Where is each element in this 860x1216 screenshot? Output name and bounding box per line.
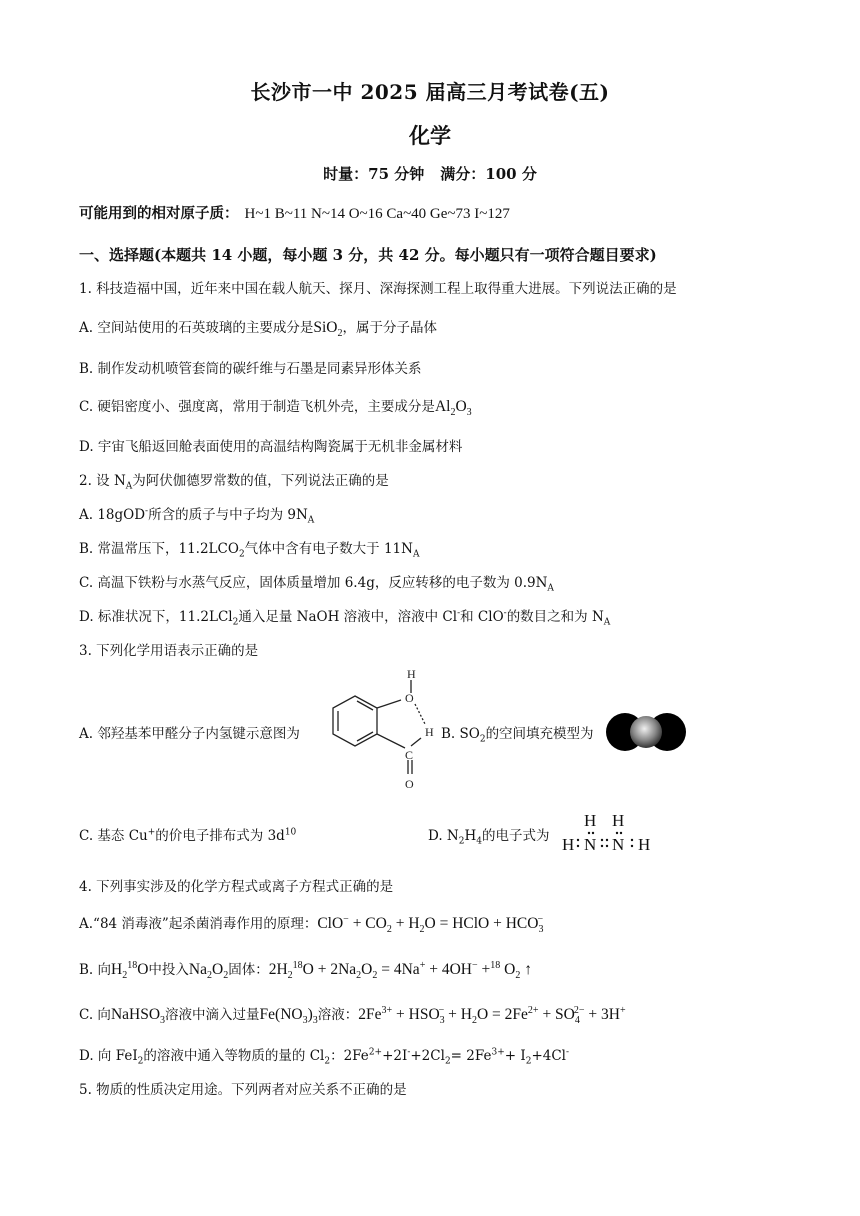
q1-option-b: B. 制作发动机喷管套筒的碳纤维与石墨是同素异形体关系 [79,361,422,377]
q1-stem: 1. 科技造福中国，近年来中国在载人航天、探月、深海探测工程上取得重大进展。下列说法正确的是 [79,281,677,297]
q2-stem: 2. 设 $N_A$为阿伏伽德罗常数的值，下列说法正确的是 [79,473,389,492]
time-score-info [0,163,860,184]
q4-option-b: B. 向$H_2^{18}O$中投入$Na_2O_2$固体：$2H_2^{18}O + 2Na_2O_2 = 4Na^+ + 4OH^- +^{18}$ $O_2$ ↑ [79,959,532,982]
q1-option-d: D. 宇宙飞船返回舱表面使用的高温结构陶瓷属于无机非金属材料 [79,439,463,455]
n2h4-electron-formula [560,810,660,856]
time-limit: 时量：75 分钟 [323,165,425,183]
q2-option-c: C. 高温下铁粉与水蒸气反应，固体质量增加 6.4g，反应转移的电子数为 $0.9N_A$ [79,575,554,594]
q4-option-c: C. 向NaHSO$_3$溶液中滴入过量$Fe(NO_3)_3$溶液：$2Fe^{3+} + HSO_3^- + H_2O = 2Fe^{2+} + SO_4^{2-} + 3H^+$ [79,1004,626,1027]
atomic-masses-values: H~1 B~11 N~14 O~16 Ca~40 Ge~73 I~127 [244,206,510,222]
svg-text:H: H [638,835,651,854]
atom-c: C [405,748,414,762]
q1-option-a: A. 空间站使用的石英玻璃的主要成分是SiO$_2$，属于分子晶体 [79,319,437,340]
atomic-masses-label: 可能用到的相对原子质： [79,205,239,222]
q4-option-d: D. 向 FeI$_2$的溶液中通入等物质的量的 $Cl_2$：$2Fe^{2+}+2I^-+2Cl_2= 2Fe^{3+}+ I_2+4Cl^-$ [79,1047,570,1067]
subject-title: 化学 [409,123,451,148]
q1-option-c: C. 硬铝密度小、强度离，常用于制造飞机外壳，主要成分是$Al_2O_3$ [79,398,472,419]
atomic-masses [79,202,510,223]
q3-stem: 3. 下列化学用语表示正确的是 [79,643,259,659]
q4-stem: 4. 下列事实涉及的化学方程式或离子方程式正确的是 [79,879,394,895]
atom-o-hydroxyl: O [405,691,414,705]
atom-o-carbonyl: O [405,777,414,791]
q3-option-b: B. $SO_2$的空间填充模型为 [441,726,594,745]
svg-text:N: N [584,835,597,854]
q5-stem: 5. 物质的性质决定用途。下列两者对应关系不正确的是 [79,1082,407,1098]
atom-h-bond: H [425,725,434,739]
q4-option-a: A.“84 消毒液”起杀菌消毒作用的原理：$ClO^- + CO_2 + H_2O$ = HClO + $HCO_3^-$ [79,913,544,936]
svg-text:N: N [612,835,625,854]
q3-option-a: A. 邻羟基苯甲醛分子内氢键示意图为 [79,726,300,742]
q3-option-d: D. $N_2H_4$的电子式为 [428,828,550,847]
hydrogen-bond-structure-diagram [325,668,445,798]
full-score: 满分：100 分 [440,165,537,183]
page-title: 长沙市一中 2025 届高三月考试卷(五) [250,80,610,104]
so2-space-filling-model [605,712,687,752]
q2-option-b: B. 常温常压下，$11.2LCO_2$气体中含有电子数大于 $11N_A$ [79,541,420,560]
q2-option-d: D. 标准状况下，11.2LCl$_2$通入足量 NaOH 溶液中，溶液中 Cl-和 ClO-的数目之和为 $N_A$ [79,608,611,628]
section-heading: 一、选择题(本题共 14 小题，每小题 3 分，共 42 分。每小题只有一项符合题目要求) [79,246,657,264]
svg-text:H: H [612,811,625,830]
atom-h-top: H [407,668,416,681]
q2-option-a: A. 18gOD-所含的质子与中子均为 $9N_A$ [79,506,315,526]
svg-text:H: H [584,811,597,830]
svg-text:H: H [562,835,575,854]
q3-option-c: C. 基态 Cu+的价电子排布式为 $3d^{10}$ [79,827,297,844]
q3-row-ab [79,668,779,798]
